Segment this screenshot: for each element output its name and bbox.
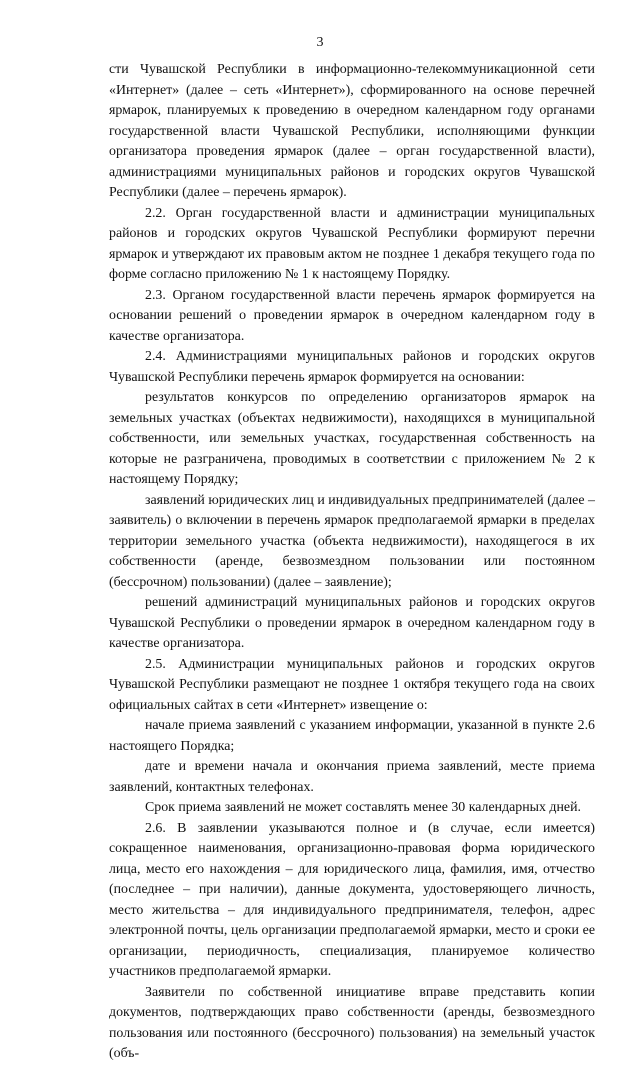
paragraph-2-4-item-contests: результатов конкурсов по определению организаторов ярмарок на земельных участках (объектах недвижимости), находящихся в муниципальной собственности, или земельных участках, государственная собственность на которые не разграничена, проводимых в соответствии с приложением № 2 к настоящему Порядку; [109, 390, 595, 487]
paragraph-application-period: Срок приема заявлений не может составлять менее 30 календарных дней. [145, 800, 582, 815]
paragraph-2-4: 2.4. Администрациями муниципальных районов и городских округов Чувашской Республики перечень ярмарок формируется на основании: [109, 349, 595, 385]
document-body [109, 60, 595, 1065]
paragraph-applicant-documents: Заявители по собственной инициативе вправе представить копии документов, подтверждающих право собственности (аренды, безвозмездного пользования или постоянного (бессрочного) пользования) на земельный участок (объ- [109, 984, 595, 1061]
paragraph-continuation: сти Чувашской Республики в информационно-телекоммуникационной сети «Интернет» (далее – сеть «Интернет»), сформированного на основе перечней ярмарок, планируемых к проведению в очередном календарном году органами государственной власти Чувашской Республики, исполняющими функции организатора проведения ярмарок (далее – орган государственной власти), администрациями муниципальных районов и городских округов Чувашской Республики (далее – перечень ярмарок). [109, 62, 595, 200]
paragraph-2-2: 2.2. Орган государственной власти и администрации муниципальных районов и городских округов Чувашской Республики формируют перечни ярмарок и утверждают их правовым актом не позднее 1 декабря текущего года по форме согласно приложению № 1 к настоящему Порядку. [109, 205, 595, 282]
paragraph-2-6: 2.6. В заявлении указываются полное и (в случае, если имеется) сокращенное наименования, организационно-правовая форма юридического лица, место его нахождения – для юридического лица, фамилия, имя, отчество (последнее – при наличии), данные документа, удостоверяющего личность, место жительства – для индивидуального предпринимателя, телефон, адрес электронной почты, цель организации предполагаемой ярмарки, место и сроки ее организации, периодичность, специализация, планируемое количество участников предполагаемой ярмарки. [109, 820, 595, 979]
page-number: 3 [316, 35, 324, 50]
paragraph-2-4-item-applications: заявлений юридических лиц и индивидуальных предпринимателей (далее – заявитель) о включении в перечень ярмарок предполагаемой ярмарки в пределах территории земельного участка (объекта недвижимости), находящегося в их собственности (аренде, безвозмездном пользовании или постоянном (бессрочном) пользовании) (далее – заявление); [109, 492, 595, 590]
paragraph-2-5: 2.5. Администрации муниципальных районов и городских округов Чувашской Республики размещают не позднее 1 октября текущего года на своих официальных сайтах в сети «Интернет» извещение о: [109, 656, 595, 713]
paragraph-2-3: 2.3. Органом государственной власти перечень ярмарок формируется на основании решений о проведении ярмарок в очередном календарном году в качестве организатора. [109, 287, 595, 344]
paragraph-2-5-item-dates: дате и времени начала и окончания приема заявлений, месте приема заявлений, контактных телефонах. [109, 759, 595, 795]
paragraph-2-5-item-start: начале приема заявлений с указанием информации, указанной в пункте 2.6 настоящего Порядка; [109, 718, 595, 754]
paragraph-2-4-item-decisions: решений администраций муниципальных районов и городских округов Чувашской Республики о проведении ярмарок в очередном календарном году в качестве организатора. [109, 595, 595, 651]
